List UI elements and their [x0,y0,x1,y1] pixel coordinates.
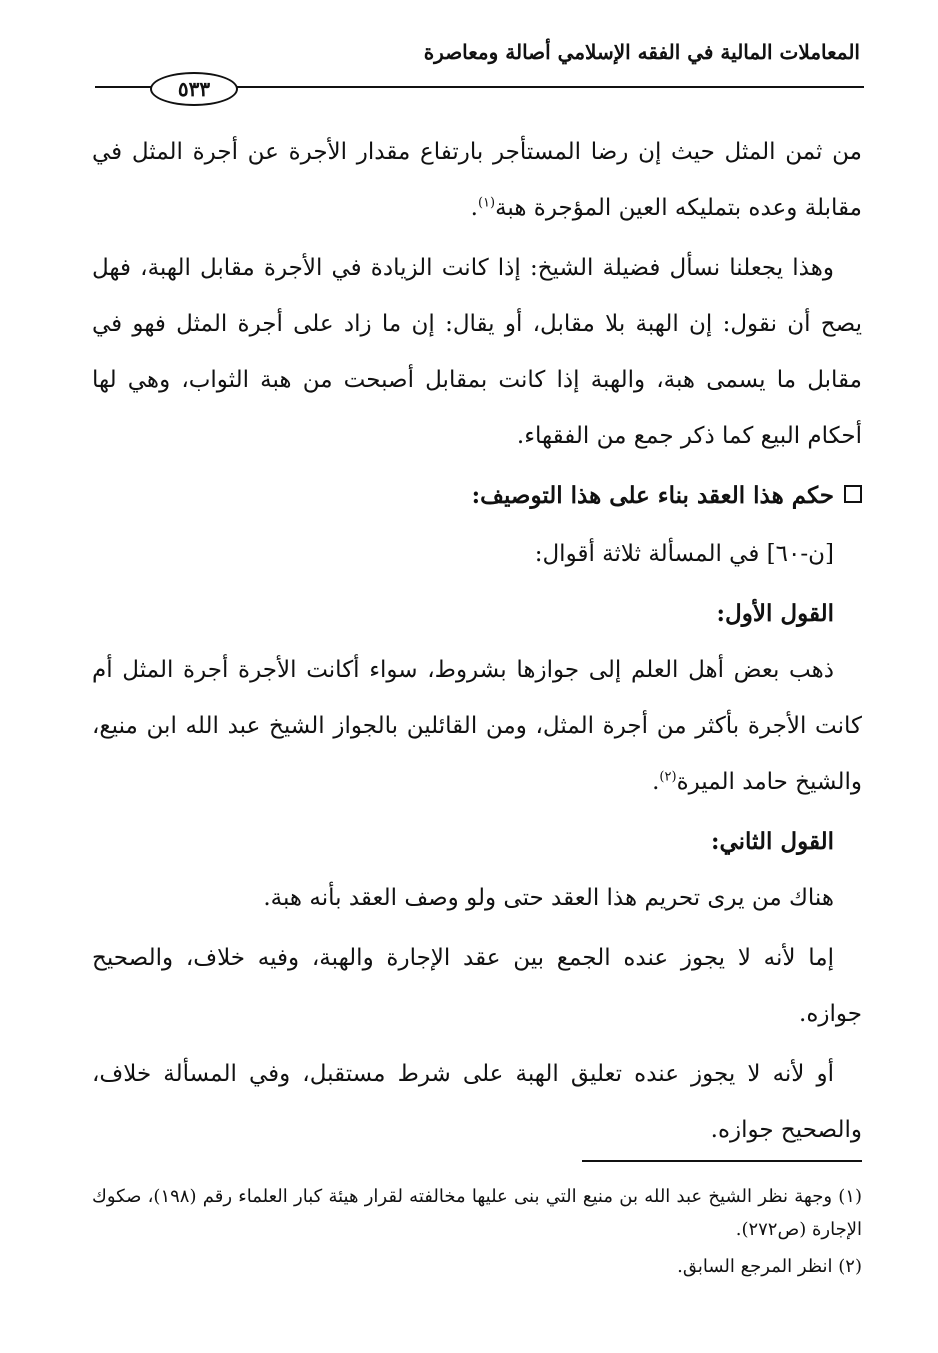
footnote-ref-2: (٢) [659,769,677,785]
paragraph-7: أو لأنه لا يجوز عنده تعليق الهبة على شرط مستقبل، وفي المسألة خلاف، والصحيح جوازه. [92,1061,862,1143]
page-number: ٥٣٣ [150,72,238,106]
subheading-second-opinion: القول الثاني: [710,828,834,855]
paragraph-6: إما لأنه لا يجوز عنده الجمع بين عقد الإجارة والهبة، وفيه خلاف، والصحيح جوازه. [92,945,862,1027]
paragraph-1 [92,124,862,236]
square-bullet-icon [844,485,862,503]
paragraph-1-end: . [470,195,478,221]
subheading-first-opinion: القول الأول: [716,600,834,627]
paragraph-4-end: . [652,769,660,795]
paragraph-3: [ن-٦٠] في المسألة ثلاثة أقوال: [534,541,834,567]
footnote-rule [582,1160,862,1162]
paragraph-5: هناك من يرى تحريم هذا العقد حتى ولو وصف العقد بأنه هبة. [263,885,834,911]
section-heading [92,468,862,524]
footnotes [92,1180,862,1287]
footnote-ref-1: (١) [477,195,496,211]
paragraph-2: وهذا يجعلنا نسأل فضيلة الشيخ: إذا كانت الزيادة في الأجرة مقابل الهبة، فهل يصح أن نقول: إن الهبة بلا مقابل، أو يقال: إن ما زاد على أجرة المثل فهو في مقابل ما يسمى هبة، والهبة إذا كانت بمقابل أصبحت من هبة الثواب، وهي لها أحكام البيع كما ذكر جمع من الفقهاء. [92,255,862,449]
footnote-2: (٢) انظر المرجع السابق. [677,1256,862,1277]
running-head: المعاملات المالية في الفقه الإسلامي أصالة ومعاصرة [423,40,860,64]
paragraph-4 [92,642,862,810]
paragraph-1-text: من ثمن المثل حيث إن رضا المستأجر بارتفاع مقدار الأجرة عن أجرة المثل في مقابلة وعده بتمليكه العين المؤجرة هبة [92,139,862,221]
body-text [92,124,862,1162]
section-heading-text: حكم هذا العقد بناء على هذا التوصيف: [471,482,834,509]
paragraph-4-text: ذهب بعض أهل العلم إلى جوازها بشروط، سواء أكانت الأجرة أجرة المثل أم كانت الأجرة بأكثر من أجرة المثل، ومن القائلين بالجواز الشيخ عبد الله ابن منيع، والشيخ حامد الميرة [92,657,862,795]
footnote-1: (١) وجهة نظر الشيخ عبد الله بن منيع التي بنى عليها مخالفته لقرار هيئة كبار العلماء رقم (١٩٨)، صكوك الإجارة (ص٢٧٢). [92,1186,862,1240]
